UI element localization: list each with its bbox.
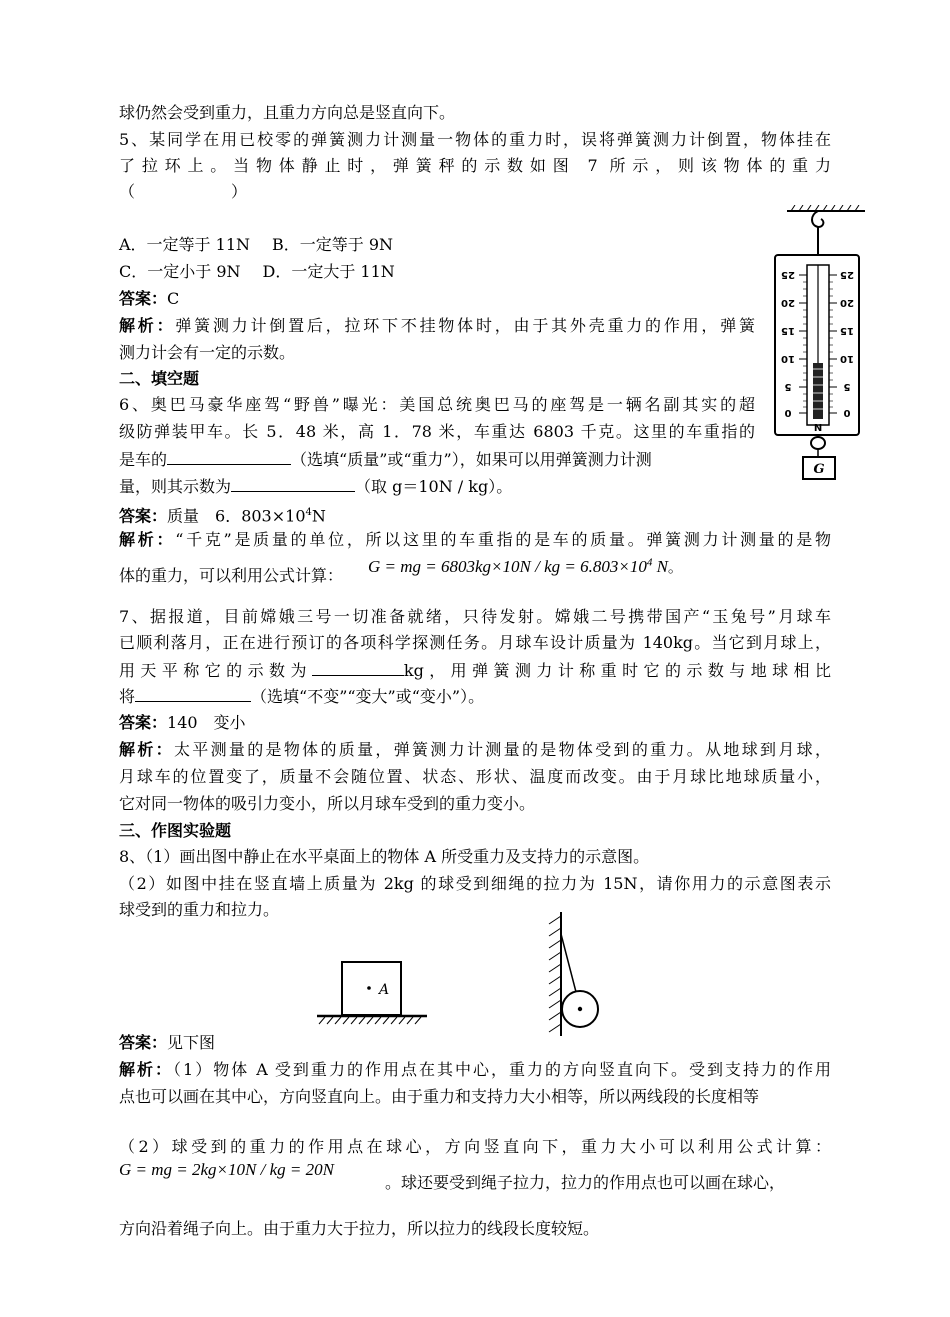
q5-option-b: B．一定等于 9N <box>272 235 394 254</box>
q5-stem-line2: 了拉环上。当物体静止时，弹簧秤的示数如图 7 所示，则该物体的重力 <box>119 156 831 175</box>
q8-stem-line3: 球受到的重力和拉力。 <box>119 900 280 919</box>
block-label: A <box>379 982 390 998</box>
answer-label: 答案： <box>119 506 168 526</box>
q7-text: 将 <box>119 687 136 706</box>
analysis-label: 解析： <box>119 316 176 335</box>
q5-answer <box>119 288 179 310</box>
q7-analysis-line1 <box>119 739 831 761</box>
answer-label: 答案： <box>119 713 168 732</box>
section-fill-blank-title: 二、填空题 <box>119 369 200 388</box>
q6-answer <box>119 502 326 527</box>
q6-text: 是车的 <box>119 450 168 469</box>
q8-analysis-line5: 方向沿着绳子向上。由于重力大于拉力，所以拉力的线段长度较短。 <box>119 1219 600 1238</box>
q6-analysis-line1 <box>119 529 831 551</box>
ball-on-wall-figure <box>545 908 607 1040</box>
q8-stem-line1: 8、（1）画出图中静止在水平桌面上的物体 A 所受重力及支持力的示意图。 <box>119 847 650 866</box>
section-drawing-title: 三、作图实验题 <box>119 821 232 840</box>
scale-right-label: 10 <box>840 353 854 364</box>
q5-options-row1 <box>119 234 393 256</box>
q5-analysis-line2: 测力计会有一定的示数。 <box>119 343 296 362</box>
q7-answer <box>119 712 246 734</box>
q6-blank-1[interactable] <box>167 448 291 465</box>
q7-text: kg，用弹簧测力计称重时它的示数与地球相比 <box>403 661 831 680</box>
spring-scale-figure <box>769 205 867 490</box>
q7-blank-2[interactable] <box>135 685 251 702</box>
answer-label: 答案： <box>119 1033 168 1052</box>
answer-label: 答案： <box>119 289 168 308</box>
q7-stem-line4 <box>119 685 484 708</box>
weight-label: G <box>813 462 825 477</box>
q5-answer-paren: （ ） <box>119 182 248 201</box>
analysis-text: “千克”是质量的单位，所以这里的车重指的是车的质量。弹簧测力计测量的是物 <box>175 530 831 549</box>
q7-text: （选填“不变”“变大”或“变小”）。 <box>251 687 485 706</box>
q8-analysis-line4: 。球还要受到绳子拉力，拉力的作用点也可以画在球心， <box>385 1173 786 1192</box>
q5-stem-line1: 5、某同学在用已校零的弹簧测力计测量一物体的重力时，误将弹簧测力计倒置，物体挂在 <box>119 130 831 149</box>
q6-blank-2[interactable] <box>231 475 355 492</box>
q5-option-c: C．一定小于 9N <box>119 262 241 281</box>
scale-right-label: 20 <box>840 297 854 308</box>
scale-unit-label: N <box>813 423 823 434</box>
q5-options-row2 <box>119 261 395 283</box>
block-on-table-drawing <box>315 955 431 1037</box>
formula-text: G = mg = 6803kg×10N / kg = 6.803×10 <box>368 557 647 576</box>
analysis-text: （1）物体 A 受到重力的作用点在其中心，重力的方向竖直向下。受到支持力的作用 <box>173 1060 831 1079</box>
q5-option-d: D．一定大于 11N <box>262 262 395 281</box>
answer-unit: N <box>311 506 326 526</box>
q6-stem-line3 <box>119 448 652 471</box>
q8-stem-line2: （2）如图中挂在竖直墙上质量为 2kg 的球受到细绳的拉力为 15N，请你用力的示意图表示 <box>119 874 831 893</box>
q6-stem-line2: 级防弹装甲车。长 5．48 米，高 1．78 米，车重达 6803 千克。这里的车重指的 <box>119 422 755 441</box>
q6-analysis-line2: 体的重力，可以利用公式计算： <box>119 566 344 585</box>
q8-analysis-line1 <box>119 1059 831 1081</box>
analysis-label: 解析： <box>119 740 174 759</box>
q6-text: （选填“质量”或“重力”），如果可以用弹簧测力计测 <box>291 450 652 469</box>
intro-text: 球仍然会受到重力，且重力方向总是竖直向下。 <box>119 103 456 122</box>
scale-left-label: 0 <box>784 407 792 418</box>
q7-text: 用天平称它的示数为 <box>119 661 312 680</box>
answer-value: 140 变小 <box>167 713 246 732</box>
q7-analysis-line2: 月球车的位置变了，质量不会随位置、状态、形状、温度而改变。由于月球比地球质量小， <box>119 767 831 786</box>
q8-formula: G = mg = 2kg×10N / kg = 20N <box>119 1160 334 1179</box>
block-on-table-figure <box>315 955 431 1037</box>
scale-right-label: 15 <box>840 325 854 336</box>
answer-exponent: 4 <box>305 507 312 518</box>
scale-left-label: 5 <box>784 381 792 392</box>
q7-stem-line1: 7、据报道，目前嫦娥三号一切准备就绪，只待发射。嫦娥二号携带国产“玉兔号”月球车 <box>119 607 831 626</box>
formula-end: 。 <box>667 558 683 576</box>
answer-value: C <box>167 289 180 308</box>
spring-scale-drawing <box>769 205 867 490</box>
analysis-label: 解析： <box>119 530 176 549</box>
formula-exponent: 4 <box>646 556 653 569</box>
formula-unit: N <box>652 557 668 576</box>
q6-text: 量，则其示数为 <box>119 477 232 496</box>
q6-stem-line1: 6、奥巴马豪华座驾“野兽”曝光：美国总统奥巴马的座驾是一辆名副其实的超 <box>119 395 755 414</box>
scale-left-label: 15 <box>781 325 795 336</box>
scale-left-label: 10 <box>781 353 795 364</box>
q5-analysis-line1 <box>119 315 755 337</box>
analysis-text: 弹簧测力计倒置后，拉环下不挂物体时，由于其外壳重力的作用，弹簧 <box>175 316 755 335</box>
analysis-label: 解析： <box>119 1060 174 1079</box>
q6-stem-line4 <box>119 475 512 498</box>
ball-on-wall-drawing <box>545 908 607 1040</box>
scale-left-label: 25 <box>781 269 795 280</box>
q8-answer <box>119 1032 215 1054</box>
scale-left-label: 20 <box>781 297 795 308</box>
q7-stem-line3 <box>119 659 831 682</box>
scale-right-label: 5 <box>843 381 851 392</box>
q7-analysis-line3: 它对同一物体的吸引力变小，所以月球车受到的重力变小。 <box>119 794 536 813</box>
q5-option-a: A．一定等于 11N <box>119 235 251 254</box>
q7-blank-1[interactable] <box>312 659 404 676</box>
q8-analysis-line3: （2）球受到的重力的作用点在球心，方向竖直向下，重力大小可以利用公式计算： <box>119 1137 831 1156</box>
analysis-text: 太平测量的是物体的质量，弹簧测力计测量的是物体受到的重力。从地球到月球， <box>173 740 831 759</box>
q6-text: （取 g＝10N / kg）。 <box>355 477 513 496</box>
q6-formula <box>368 556 683 577</box>
q7-stem-line2: 已顺利落月，正在进行预订的各项科学探测任务。月球车设计质量为 140kg。当它到月球上， <box>119 633 831 652</box>
answer-value: 质量 6．803×10 <box>167 506 306 526</box>
scale-right-label: 0 <box>843 407 851 418</box>
answer-value: 见下图 <box>167 1033 216 1052</box>
q8-analysis-line2: 点也可以画在其中心，方向竖直向上。由于重力和支持力大小相等，所以两线段的长度相等 <box>119 1087 760 1106</box>
scale-right-label: 25 <box>840 269 854 280</box>
